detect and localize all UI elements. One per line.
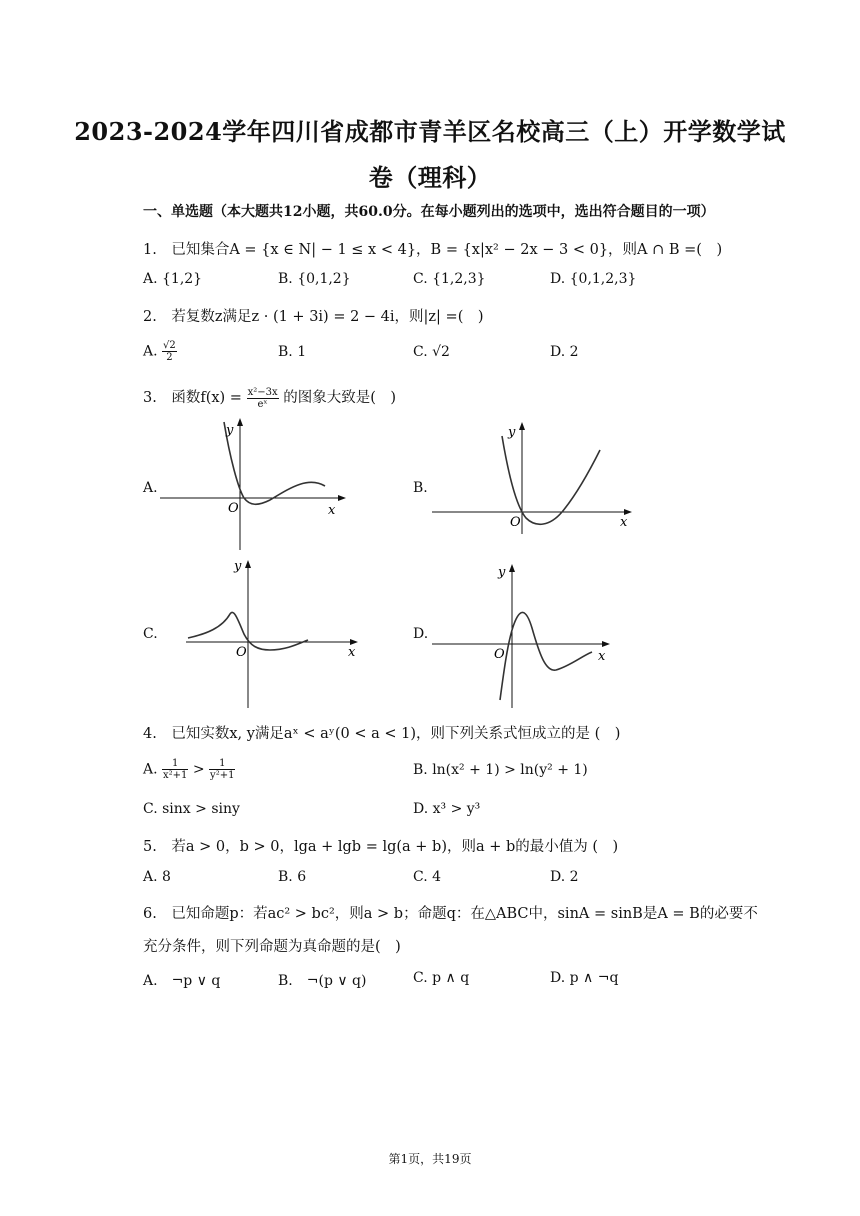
q3-graph-d: [432, 560, 612, 708]
q1-option-a: A. {1,2}: [143, 271, 203, 287]
graph-b-y-label: y: [508, 425, 516, 440]
graph-b-x-label: x: [620, 515, 628, 530]
q4-option-a-label: A.: [143, 761, 158, 778]
q5-option-a: A. 8: [143, 869, 171, 885]
q4-a-fraction-2: [209, 758, 235, 781]
q4-option-a: [143, 758, 235, 781]
q5-option-c: C. 4: [413, 869, 442, 885]
graph-c-origin: O: [236, 645, 247, 660]
graph-c-y-label: y: [234, 559, 242, 574]
q3-graph-c: [186, 558, 361, 708]
q6-b-negation: ¬: [306, 973, 319, 989]
q3-option-a-label: A.: [143, 480, 158, 496]
q3-option-d-label: D.: [413, 626, 429, 642]
q4-a-operator: >: [192, 761, 205, 778]
q2-option-a-label: A.: [143, 343, 158, 360]
q6-d-negation: ¬: [597, 970, 610, 986]
q6-a-expr: p ∨ q: [183, 973, 221, 989]
q4-a-den-2: y²+1: [210, 770, 235, 781]
exam-title-line2: 卷（理科）: [368, 163, 492, 192]
q4-a-den-1: x²+1: [163, 770, 188, 781]
q6-b-expr: (p ∨ q): [318, 973, 367, 989]
graph-a-origin: O: [228, 501, 239, 516]
question-2-stem: 2. 若复数z满足z · (1 + 3i) = 2 − 4i，则|z| =( ): [143, 309, 484, 325]
q6-b-label: B.: [278, 973, 307, 989]
question-5-stem: 5. 若a > 0，b > 0，lga + lgb = lg(a + b)，则a + b的最小值为 ( ): [143, 839, 619, 855]
q2-option-a-fraction: [162, 340, 177, 363]
q2-option-c: C. √2: [413, 344, 450, 360]
q2-a-denominator: 2: [166, 352, 173, 363]
q1-option-d: D. {0,1,2,3}: [550, 271, 637, 287]
q3-graph-b: [432, 422, 637, 534]
q4-a-num-2: 1: [209, 758, 235, 770]
q6-option-b: [278, 970, 366, 990]
q2-option-b: B. 1: [278, 344, 307, 360]
q6-option-c: C. p ∧ q: [413, 970, 470, 986]
q4-a-num-1: 1: [162, 758, 188, 770]
graph-c-x-label: x: [348, 645, 356, 660]
q5-option-d: D. 2: [550, 869, 579, 885]
exam-title-line1: 2023-2024学年四川省成都市青羊区名校高三（上）开学数学试: [74, 117, 786, 146]
q2-option-d: D. 2: [550, 344, 579, 360]
q6-d-label: D. p ∧: [550, 970, 598, 986]
q2-a-numerator: √2: [163, 340, 176, 351]
graph-a-y-label: y: [226, 423, 234, 438]
page-footer: 第1页，共19页: [388, 1152, 472, 1166]
question-6-stem-line2: 充分条件，则下列命题为真命题的是( ): [143, 939, 401, 955]
q5-option-b: B. 6: [278, 869, 307, 885]
q2-option-a: [143, 340, 177, 363]
q6-option-a: [143, 970, 220, 990]
q3-option-c-label: C.: [143, 626, 158, 642]
q6-d-expr: q: [609, 970, 619, 986]
question-1-stem: 1. 已知集合A = {x ∈ N| − 1 ≤ x < 4}，B = {x|x² − 2x − 3 < 0}，则A ∩ B =( ): [143, 242, 723, 258]
graph-d-y-label: y: [498, 565, 506, 580]
question-6-stem-line1: 6. 已知命题p：若ac² > bc²，则a > b；命题q：在△ABC中，sinA = sinB是A = B的必要不: [143, 906, 758, 922]
q6-option-d: [550, 970, 618, 986]
q1-option-b: B. {0,1,2}: [278, 271, 351, 287]
q4-option-d: D. x³ > y³: [413, 801, 481, 817]
q3-graph-a: [160, 418, 350, 550]
graph-a-x-label: x: [328, 503, 336, 518]
graph-d-x-label: x: [598, 649, 606, 664]
q3-denominator: eˣ: [257, 398, 268, 410]
q4-option-b: B. ln(x² + 1) > ln(y² + 1): [413, 762, 588, 778]
q1-option-c: C. {1,2,3}: [413, 271, 486, 287]
q3-stem-suffix: 的图象大致是( ): [283, 390, 397, 406]
section-heading: 一、单选题（本大题共12小题，共60.0分。在每小题列出的选项中，选出符合题目的一项）: [143, 204, 715, 220]
q3-stem-prefix: 3. 函数f(x) =: [143, 390, 242, 406]
question-4-stem: 4. 已知实数x, y满足aˣ < aʸ(0 < a < 1)，则下列关系式恒成立的是 ( ): [143, 726, 621, 742]
graph-d-origin: O: [494, 647, 505, 662]
graph-b-origin: O: [510, 515, 521, 530]
q4-a-fraction-1: [162, 758, 188, 781]
q6-a-negation: ¬: [171, 973, 184, 989]
q6-a-label: A.: [143, 973, 172, 989]
q3-option-b-label: B.: [413, 480, 428, 496]
q4-option-c: C. sinx > siny: [143, 801, 240, 817]
q3-numerator: x²−3x: [247, 386, 278, 398]
question-3-stem: [143, 386, 396, 410]
q3-function-fraction: [247, 387, 279, 410]
